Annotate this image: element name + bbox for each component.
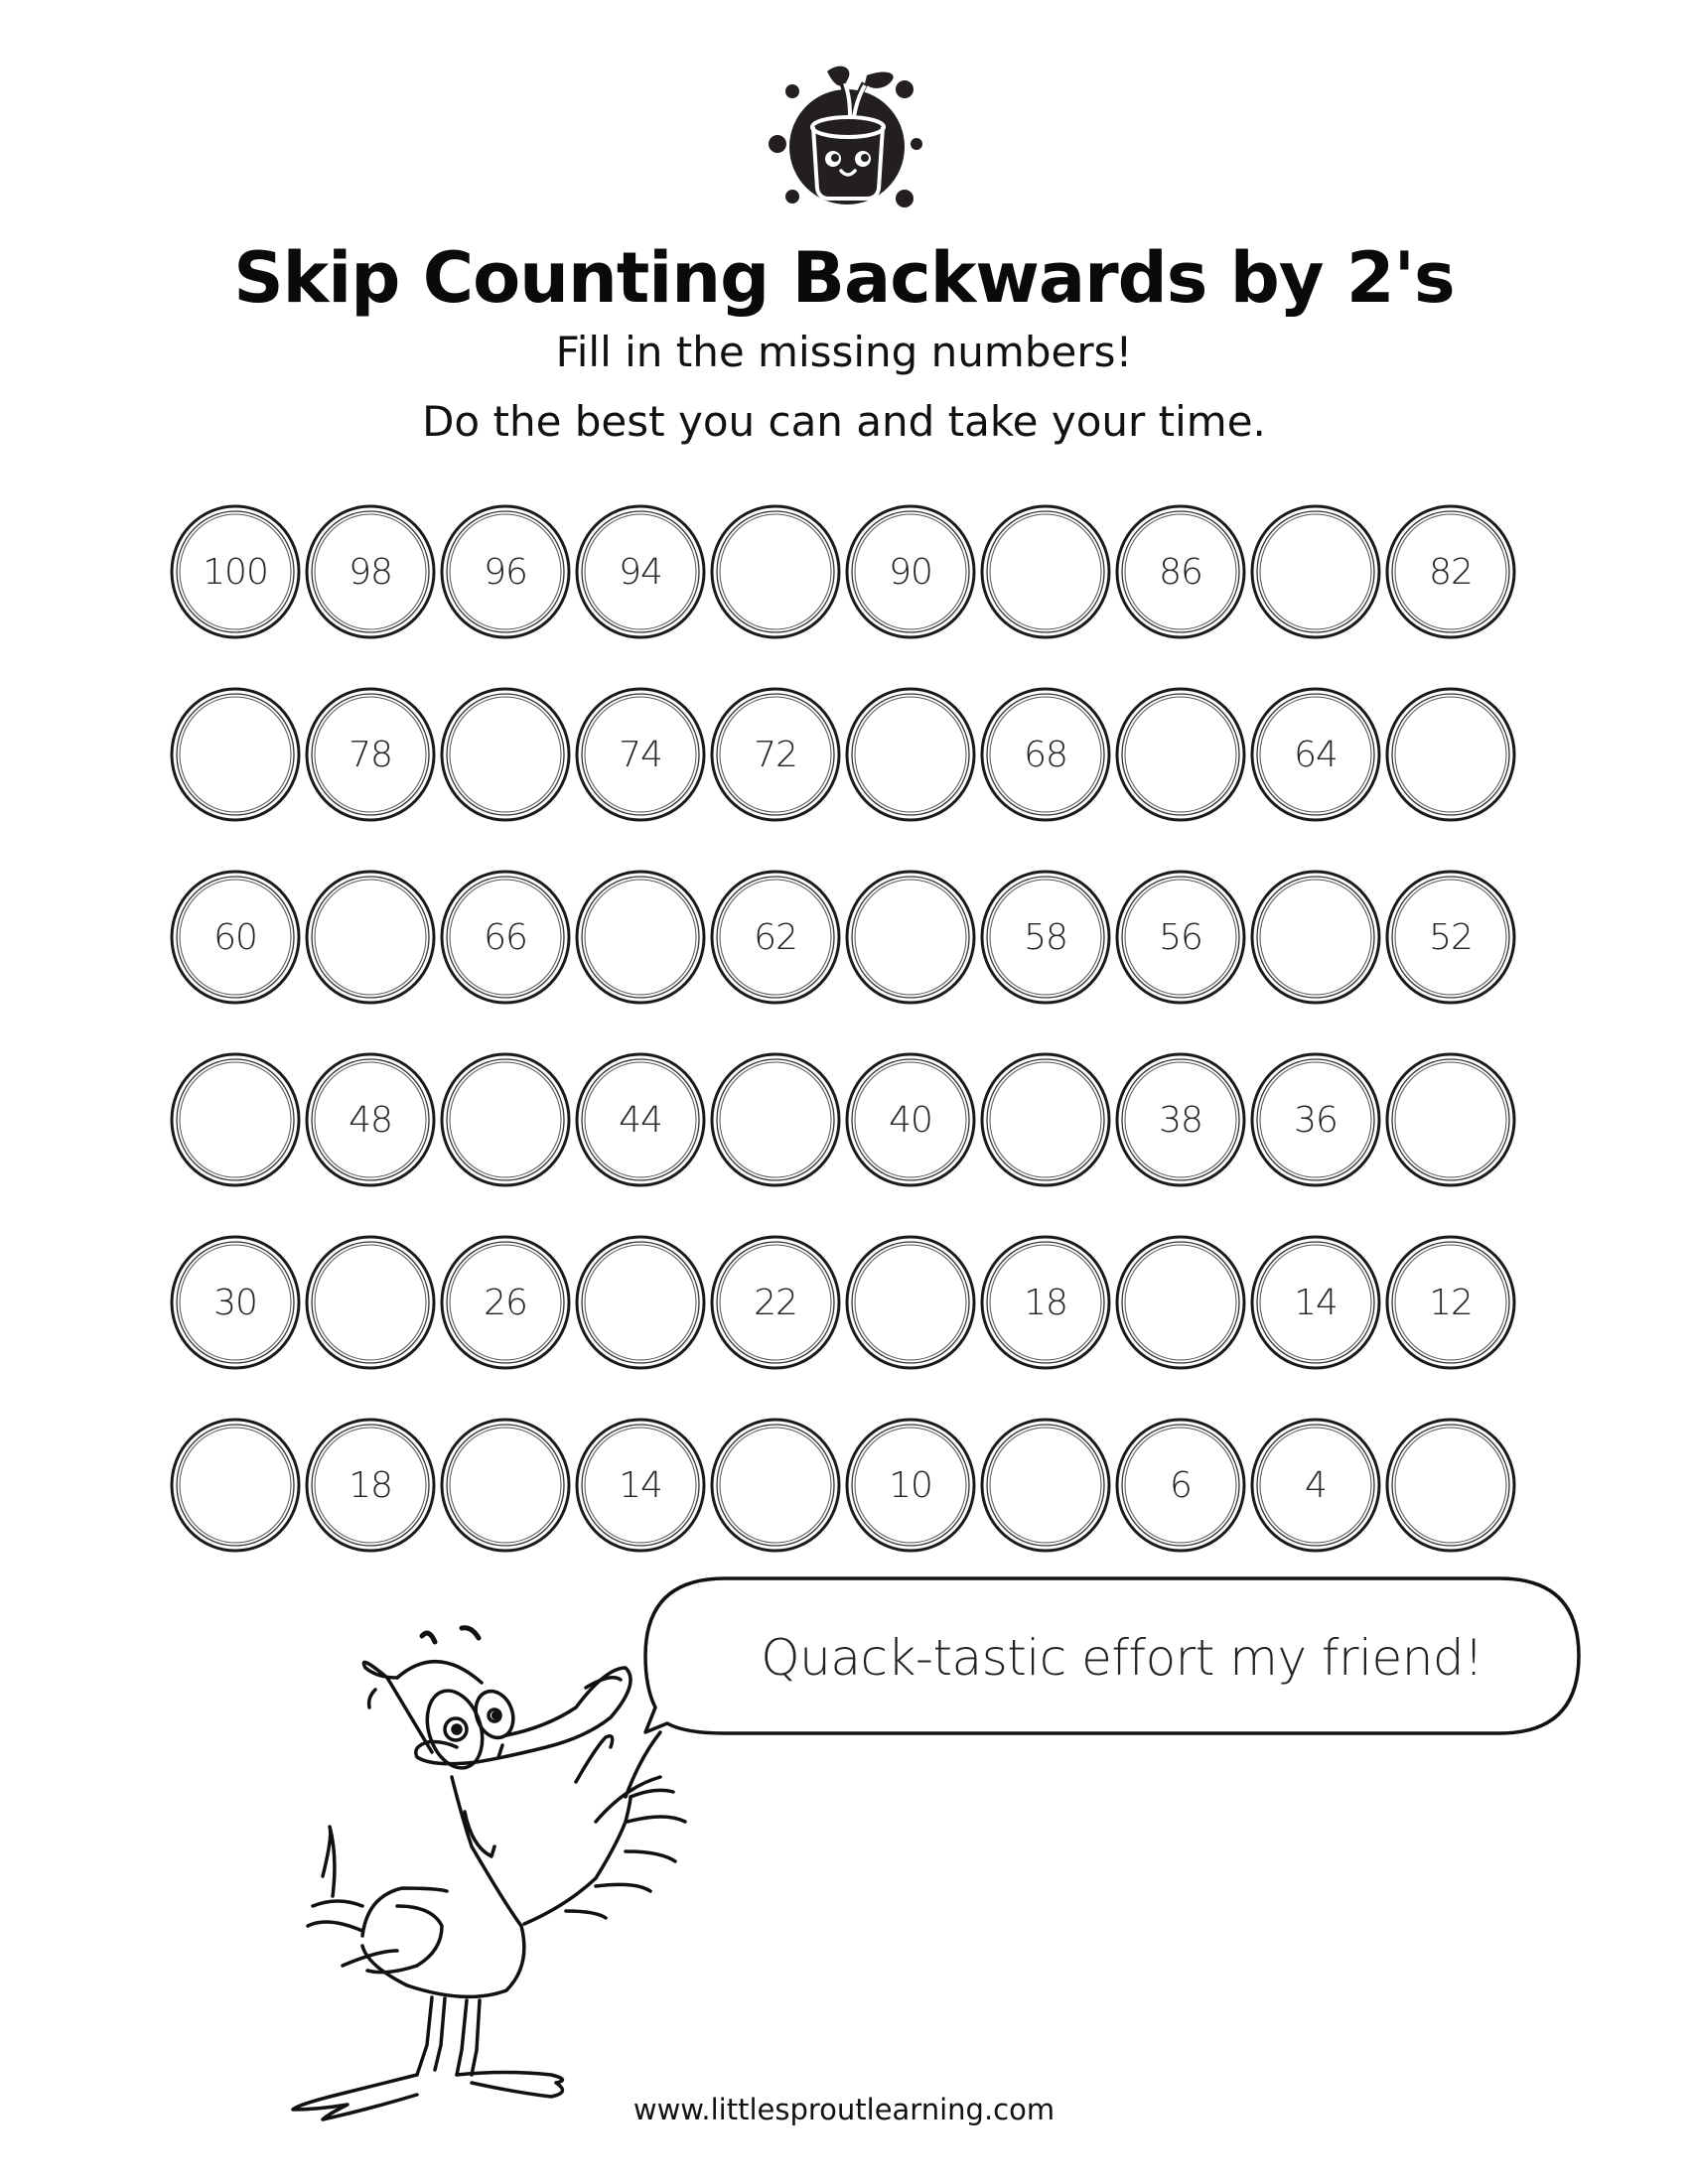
answer-slot[interactable] bbox=[844, 1234, 977, 1371]
number-row bbox=[169, 686, 1521, 823]
answer-slot[interactable] bbox=[709, 503, 842, 640]
blank-number-circle[interactable] bbox=[709, 1417, 842, 1554]
number-label: 14 bbox=[619, 1464, 662, 1506]
answer-slot[interactable] bbox=[1384, 1051, 1517, 1188]
number-row bbox=[169, 1417, 1521, 1554]
website-url: www.littlesproutlearning.com bbox=[633, 2093, 1055, 2126]
answer-slot[interactable] bbox=[304, 869, 437, 1006]
number-label: 78 bbox=[349, 734, 392, 775]
number-circle bbox=[1384, 869, 1517, 1006]
blank-number-circle[interactable] bbox=[169, 1417, 302, 1554]
number-label: 48 bbox=[349, 1099, 392, 1141]
answer-slot[interactable] bbox=[574, 869, 707, 1006]
number-circle bbox=[979, 869, 1112, 1006]
blank-number-circle[interactable] bbox=[169, 1051, 302, 1188]
answer-slot[interactable] bbox=[1384, 686, 1517, 823]
blank-number-circle[interactable] bbox=[709, 503, 842, 640]
blank-number-circle[interactable] bbox=[1249, 503, 1382, 640]
number-circle bbox=[304, 503, 437, 640]
number-label: 12 bbox=[1429, 1282, 1473, 1323]
number-circle bbox=[574, 686, 707, 823]
blank-number-circle[interactable] bbox=[1384, 686, 1517, 823]
number-circle bbox=[169, 869, 302, 1006]
blank-number-circle[interactable] bbox=[979, 1417, 1112, 1554]
number-circle bbox=[304, 1051, 437, 1188]
number-label: 38 bbox=[1159, 1099, 1202, 1141]
number-circle bbox=[169, 503, 302, 640]
number-label: 44 bbox=[619, 1099, 662, 1141]
number-circle bbox=[439, 1234, 572, 1371]
instruction-line-1: Fill in the missing numbers! bbox=[555, 328, 1133, 376]
number-circle bbox=[1384, 503, 1517, 640]
answer-slot[interactable] bbox=[1249, 869, 1382, 1006]
number-circle bbox=[709, 1234, 842, 1371]
answer-slot[interactable] bbox=[709, 1051, 842, 1188]
answer-slot[interactable] bbox=[979, 503, 1112, 640]
number-circle bbox=[574, 1417, 707, 1554]
number-circle bbox=[1249, 686, 1382, 823]
number-circle bbox=[439, 869, 572, 1006]
number-label: 6 bbox=[1170, 1464, 1192, 1506]
blank-number-circle[interactable] bbox=[574, 869, 707, 1006]
answer-slot[interactable] bbox=[979, 1417, 1112, 1554]
number-circle bbox=[1384, 1234, 1517, 1371]
number-label: 68 bbox=[1024, 734, 1067, 775]
answer-slot[interactable] bbox=[439, 1417, 572, 1554]
number-label: 52 bbox=[1429, 916, 1473, 958]
blank-number-circle[interactable] bbox=[1249, 869, 1382, 1006]
sprout-pot-logo-icon bbox=[748, 50, 946, 228]
number-label: 94 bbox=[619, 551, 662, 593]
blank-number-circle[interactable] bbox=[439, 1417, 572, 1554]
number-circle bbox=[304, 686, 437, 823]
blank-number-circle[interactable] bbox=[574, 1234, 707, 1371]
duck-mascot-icon bbox=[268, 1608, 765, 2124]
number-label: 66 bbox=[484, 916, 527, 958]
answer-slot[interactable] bbox=[1384, 1417, 1517, 1554]
number-row bbox=[169, 503, 1521, 640]
number-circle bbox=[1249, 1417, 1382, 1554]
blank-number-circle[interactable] bbox=[844, 869, 977, 1006]
blank-number-circle[interactable] bbox=[169, 686, 302, 823]
number-row bbox=[169, 1234, 1521, 1371]
number-circle bbox=[439, 503, 572, 640]
number-label: 82 bbox=[1429, 551, 1473, 593]
answer-slot[interactable] bbox=[844, 869, 977, 1006]
number-row bbox=[169, 1051, 1521, 1188]
number-circle bbox=[574, 1051, 707, 1188]
page-title: Skip Counting Backwards by 2's bbox=[233, 237, 1455, 319]
number-circle bbox=[1249, 1234, 1382, 1371]
answer-slot[interactable] bbox=[1249, 503, 1382, 640]
number-circle bbox=[304, 1417, 437, 1554]
blank-number-circle[interactable] bbox=[439, 686, 572, 823]
blank-number-circle[interactable] bbox=[709, 1051, 842, 1188]
answer-slot[interactable] bbox=[169, 1051, 302, 1188]
number-circle bbox=[574, 503, 707, 640]
number-label: 56 bbox=[1159, 916, 1202, 958]
blank-number-circle[interactable] bbox=[439, 1051, 572, 1188]
answer-slot[interactable] bbox=[304, 1234, 437, 1371]
speech-bubble-text: Quack-tastic effort my friend! bbox=[761, 1629, 1483, 1687]
number-circle bbox=[709, 686, 842, 823]
blank-number-circle[interactable] bbox=[1384, 1051, 1517, 1188]
number-circle bbox=[1114, 869, 1247, 1006]
number-row bbox=[169, 869, 1521, 1006]
number-label: 14 bbox=[1294, 1282, 1337, 1323]
answer-slot[interactable] bbox=[574, 1234, 707, 1371]
number-label: 58 bbox=[1024, 916, 1067, 958]
number-label: 74 bbox=[619, 734, 662, 775]
number-label: 72 bbox=[754, 734, 797, 775]
number-label: 4 bbox=[1305, 1464, 1327, 1506]
blank-number-circle[interactable] bbox=[979, 1051, 1112, 1188]
number-label: 90 bbox=[889, 551, 932, 593]
answer-slot[interactable] bbox=[979, 1051, 1112, 1188]
number-circle bbox=[1114, 1417, 1247, 1554]
blank-number-circle[interactable] bbox=[1114, 1234, 1247, 1371]
number-label: 40 bbox=[889, 1099, 932, 1141]
number-circle bbox=[844, 1051, 977, 1188]
blank-number-circle[interactable] bbox=[304, 1234, 437, 1371]
number-label: 60 bbox=[213, 916, 257, 958]
blank-number-circle[interactable] bbox=[1384, 1417, 1517, 1554]
blank-number-circle[interactable] bbox=[844, 1234, 977, 1371]
number-label: 26 bbox=[484, 1282, 527, 1323]
instruction-line-2: Do the best you can and take your time. bbox=[422, 397, 1266, 446]
number-label: 98 bbox=[349, 551, 392, 593]
answer-slot[interactable] bbox=[709, 1417, 842, 1554]
number-circle bbox=[1249, 1051, 1382, 1188]
number-label: 22 bbox=[754, 1282, 797, 1323]
number-circle bbox=[709, 869, 842, 1006]
number-label: 96 bbox=[484, 551, 527, 593]
number-label: 30 bbox=[213, 1282, 257, 1323]
number-label: 86 bbox=[1159, 551, 1202, 593]
number-circle bbox=[844, 1417, 977, 1554]
number-circle bbox=[1114, 1051, 1247, 1188]
answer-slot[interactable] bbox=[169, 1417, 302, 1554]
blank-number-circle[interactable] bbox=[979, 503, 1112, 640]
answer-slot[interactable] bbox=[439, 1051, 572, 1188]
number-label: 62 bbox=[754, 916, 797, 958]
blank-number-circle[interactable] bbox=[1114, 686, 1247, 823]
number-circle bbox=[1114, 503, 1247, 640]
answer-slot[interactable] bbox=[1114, 1234, 1247, 1371]
number-circle bbox=[979, 1234, 1112, 1371]
answer-slot[interactable] bbox=[439, 686, 572, 823]
number-circle bbox=[844, 503, 977, 640]
number-label: 18 bbox=[349, 1464, 392, 1506]
number-label: 36 bbox=[1294, 1099, 1337, 1141]
number-label: 18 bbox=[1024, 1282, 1067, 1323]
answer-slot[interactable] bbox=[844, 686, 977, 823]
blank-number-circle[interactable] bbox=[844, 686, 977, 823]
answer-slot[interactable] bbox=[169, 686, 302, 823]
number-circle bbox=[169, 1234, 302, 1371]
blank-number-circle[interactable] bbox=[304, 869, 437, 1006]
number-circle bbox=[979, 686, 1112, 823]
answer-slot[interactable] bbox=[1114, 686, 1247, 823]
number-label: 64 bbox=[1294, 734, 1337, 775]
number-label: 100 bbox=[203, 551, 268, 593]
number-label: 10 bbox=[889, 1464, 932, 1506]
